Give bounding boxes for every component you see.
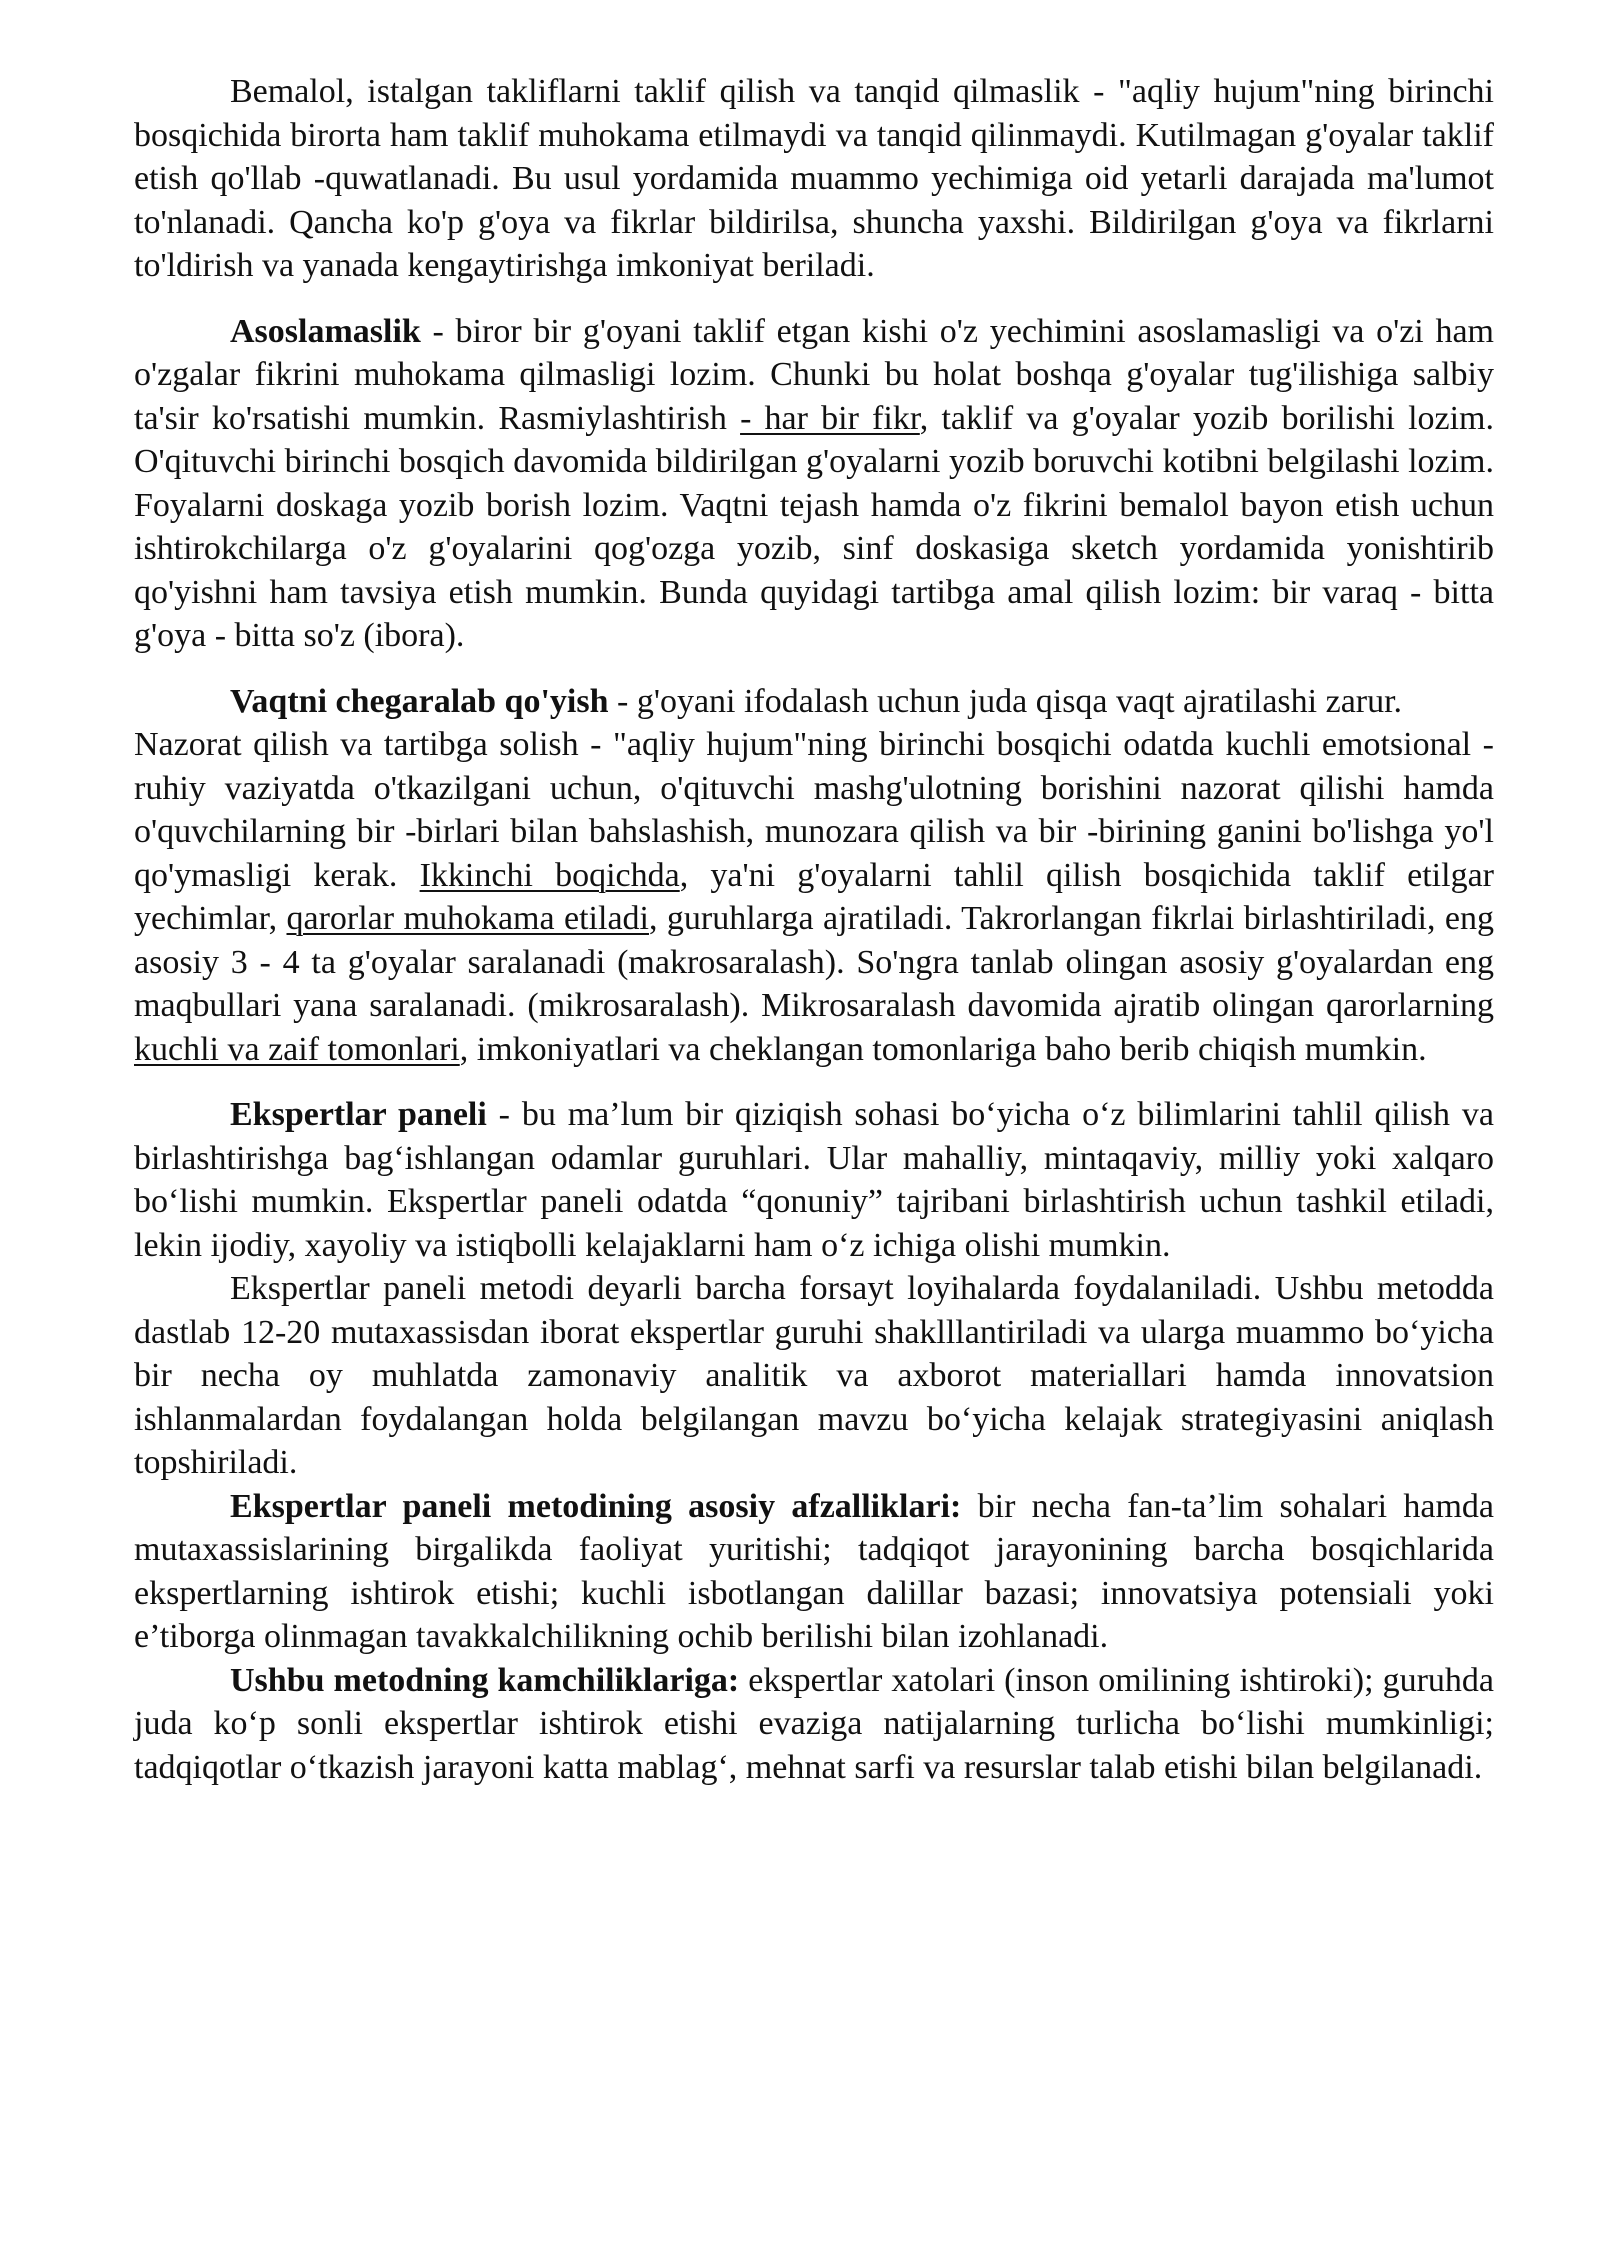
paragraph-ekspertlar-metodi [134,1267,1494,1485]
paragraph-nazorat [134,723,1494,1071]
paragraph-text: bir necha fan-ta’lim sohalari hamda mutaxassislarining birgalikda faoliyat yuritishi; tadqiqot jarayonining barcha bosqichlarida ekspertlarning ishtirok etishi; kuchli isbotlangan dalillar bazasi; innovatsiya potensiali yoki e’tiborga olinmagan tavakkalchilikning ochib berilishi bilan izohlanadi. [134,1487,1495,1655]
term-heading: Asoslamaslik [230,312,421,350]
paragraph-text: - bu ma’lum bir qiziqish sohasi bo‘yicha o‘z bilimlarini tahlil qilish va birlashtirishga bag‘ishlangan odamlar guruhlari. Ular mahalliy, mintaqaviy, milliy yoki xalqaro bo‘lishi mumkin. Ekspertlar paneli odatda “qonuniy” tajribani birlashtirish uchun tashkil etiladi, lekin ijodiy, xayoliy va istiqbolli kelajaklarni ham o‘z ichiga olishi mumkin. [134,1096,1494,1264]
paragraph-vaqtni-chegaralab [134,680,1494,724]
paragraph-text: Ekspertlar paneli metodi deyarli barcha forsayt loyihalarda foydalaniladi. Ushbu metodda dastlab 12-20 mutaxassisdan iborat ekspertlar guruhi shaklllantiriladi va ularga muammo bo‘yicha bir necha oy muhlatda zamonaviy analitik va axborot materiallari hamda innovatsion ishlanmalardan foydalangan holda belgilangan mavzu bo‘yicha kelajak strategiyasini aniqlash topshiriladi. [134,1270,1494,1481]
document-page [134,70,1494,1789]
term-heading: Vaqtni chegaralab qo'yish [230,682,609,720]
paragraph-afzalliklar [134,1485,1494,1659]
underlined-phrase: kuchli va zaif tomonlari [134,1030,460,1068]
paragraph-text: ekspertlar xatolari (inson omilining ishtiroki); guruhda juda ko‘p sonli ekspertlar ishtirok etishi evaziga natijalarning turlicha bo‘lishi mumkinligi; tadqiqotlar o‘tkazish jarayoni katta mablag‘, mehnat sarfi va resurslar talab etishi bilan belgilanadi. [134,1661,1494,1786]
term-heading: Ekspertlar paneli [230,1096,487,1133]
paragraph-text: - g'oyani ifodalash uchun juda qisqa vaqt ajratilashi zarur. [608,682,1403,720]
paragraph-text: - biror bir g'oyani taklif etgan kishi o'z yechimini asoslamasligi va o'zi ham o'zgalar fikrini muhokama qilmasligi lozim. Chunki bu holat boshqa g'oyalar tug'ilishiga salbiy ta'sir ko'rsatishi mumkin. Rasmiylashtirish [134,312,1494,437]
underlined-phrase: Ikkinchi boqichda [419,856,680,894]
underlined-phrase: qarorlar muhokama etiladi [286,900,649,937]
paragraph-text: Bemalol, istalgan takliflarni taklif qilish va tanqid qilmaslik - "aqliy hujum"ning birinchi bosqichida birorta ham taklif muhokama etilmaydi va tanqid qilinmaydi. Kutilmagan g'oyalar taklif etish qo'llab -quwatlanadi. Bu usul yordamida muammo yechimiga oid yetarli darajada ma'lumot to'nlanadi. Qancha ko'p g'oya va fikrlar bildirilsa, shuncha yaxshi. Bildirilgan g'oya va fikrlarni to'ldirish va yanada kengaytirishga imkoniyat beriladi. [134,73,1494,284]
paragraph-kamchiliklar [134,1659,1494,1790]
term-heading: Ushbu metodning kamchiliklariga: [230,1661,740,1699]
paragraph-brainstorm-rule [134,70,1494,288]
term-heading: Ekspertlar paneli metodining asosiy afzalliklari: [230,1487,962,1525]
paragraph-ekspertlar-paneli [134,1093,1494,1267]
paragraph-text: , taklif va g'oyalar yozib borilishi lozim. O'qituvchi birinchi bosqich davomida bildirilgan g'oyalarni yozib boruvchi kotibni belgilashi lozim. Foyalarni doskaga yozib borish lozim. Vaqtni tejash hamda o'z fikrini bemalol bayon etish uchun ishtirokchilarga o'z g'oyalarini qog'ozga yozib, sinf doskasiga sketch yordamida yonishtirib qo'yishni ham tavsiya etish mumkin. Bunda quyidagi tartibga amal qilish lozim: bir varaq - bitta g'oya - bitta so'z (ibora). [134,399,1495,654]
paragraph-asoslamaslik [134,310,1494,658]
paragraph-text: , ya'ni g'oyalarni tahlil qilish bosqichida taklif etilgar yechimlar, [134,856,1494,937]
paragraph-text: Nazorat qilish va tartibga solish - "aqliy hujum"ning birinchi bosqichi odatda kuchli emotsional - ruhiy vaziyatda o'tkazilgani uchun, o'qituvchi mashg'ulotning borishini nazorat qilishi hamda o'quvchilarning bir -birlari bilan bahslashish, munozara qilish va bir -birining ganini bo'lishga yo'l qo'ymasligi kerak. [134,726,1494,894]
paragraph-text: , imkoniyatlari va cheklangan tomonlariga baho berib chiqish mumkin. [459,1030,1427,1068]
underlined-phrase: - har bir fikr [740,399,920,437]
paragraph-text: , guruhlarga ajratiladi. Takrorlangan fikrlai birlashtiriladi, eng asosiy 3 - 4 ta g'oyalar saralanadi (makrosaralash). So'ngra tanlab olingan asosiy g'oyalardan eng maqbullari yana saralanadi. (mikrosaralash). Mikrosaralash davomida ajratib olingan qarorlarning [134,900,1494,1024]
